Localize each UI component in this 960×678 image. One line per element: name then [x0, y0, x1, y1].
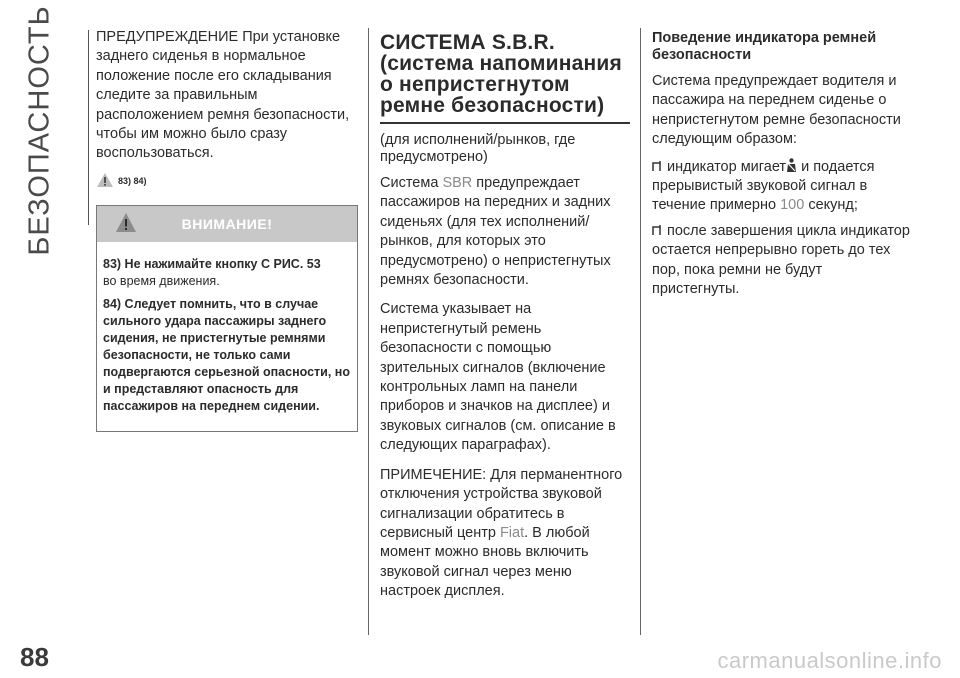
indicator-intro: Система предупреждает водителя и пассажира на переднем сиденье о непристегнутом ремне безопасности следующим образом: — [652, 73, 901, 148]
seat-note-paragraph: ПРЕДУПРЕЖДЕНИЕ При установке заднего сиденья в нормальное положение после его складывания следите за правильным расположением ремня безопасности, чтобы им можно было сразу воспользоваться. — [96, 29, 350, 162]
indicator-bullet-1 — [652, 158, 912, 216]
column-right — [652, 28, 912, 305]
warning-header — [97, 206, 357, 242]
warning-triangle-icon — [115, 212, 137, 234]
text-span: секунд; — [804, 197, 858, 214]
heading-rule — [380, 122, 630, 124]
sbr-heading: СИСТЕМА S.B.R. (система напоминания о непристегнутом ремне безопасности) — [380, 31, 622, 117]
bullet-box-icon — [652, 224, 662, 236]
section-side-title — [8, 4, 72, 256]
sbr-paragraph-2: Система указывает на непристегнутый ремень безопасности с помощью зрительных сигналов (включение контрольных ламп на панели приборов и значков на дисплее) и звуковых сигналов (см. описание в следующих параграфах). — [380, 301, 616, 454]
column-divider-2 — [640, 28, 641, 635]
indicator-heading: Поведение индикатора ремней безопасности — [652, 30, 877, 63]
text-span: индикатор мигает — [667, 158, 787, 175]
sbr-subtitle: (для исполнений/рынков, где предусмотрено) — [380, 132, 576, 165]
text-span: ПРИМЕЧЕНИЕ: Для перманентного отключения устройства звуковой сигнализации обратитесь в сервисный центр — [380, 466, 623, 541]
watermark-text: carmanualsonline.info — [717, 648, 942, 673]
warning-triangle-icon — [96, 172, 114, 188]
text-span: предупреждает пассажиров на передних и задних сиденьях (для тех исполнений/рынков, для которых это предусмотрено) о непристегнутых ремнях безопасности. — [380, 175, 611, 289]
sbr-note-paragraph — [380, 466, 630, 602]
warning-item-83-text: во время движения. — [103, 274, 220, 289]
section-title-text: БЕЗОПАСНОСТЬ — [23, 4, 56, 256]
reference-numbers: 83) 84) — [118, 175, 147, 186]
text-span: после завершения цикла индикатор остается непрерывно гореть до тех пор, пока ремни не будут пристегнуты. — [652, 222, 910, 298]
text-span: и подается прерывистый звуковой сигнал в течение примерно — [652, 158, 875, 214]
warning-body — [97, 242, 357, 431]
column-divider-1 — [368, 28, 369, 635]
warning-item-84: 84) Следует помнить, что в случае сильного удара пассажиры заднего сидения, не пристегнутые ремнями безопасности, не только сами подвергаются серьезной опасности, но и представляют опасность для пассажиров на переднем сидении. — [103, 297, 350, 414]
duration-seconds: 100 — [780, 197, 805, 214]
sbr-paragraph-1 — [380, 174, 630, 290]
warning-title: ВНИМАНИЕ! — [181, 215, 273, 232]
text-span: . В любой момент можно вновь включить звуковой сигнал через меню настроек дисплея. — [380, 524, 590, 600]
column-middle — [380, 28, 630, 612]
column-left — [96, 28, 358, 432]
text-span: Система — [380, 175, 443, 191]
seatbelt-icon — [786, 158, 797, 173]
fiat-term: Fiat — [499, 524, 525, 541]
page-number: 88 — [20, 642, 49, 672]
warning-box — [96, 205, 358, 432]
indicator-bullet-2 — [652, 222, 912, 300]
bullet-box-icon — [652, 160, 662, 172]
warning-item-83-bold: 83) Не нажимайте кнопку C РИС. 53 — [103, 257, 321, 272]
warning-item-83 — [103, 256, 351, 290]
side-divider — [88, 30, 89, 225]
warning-references — [96, 172, 358, 191]
sbr-term: SBR — [442, 175, 473, 191]
